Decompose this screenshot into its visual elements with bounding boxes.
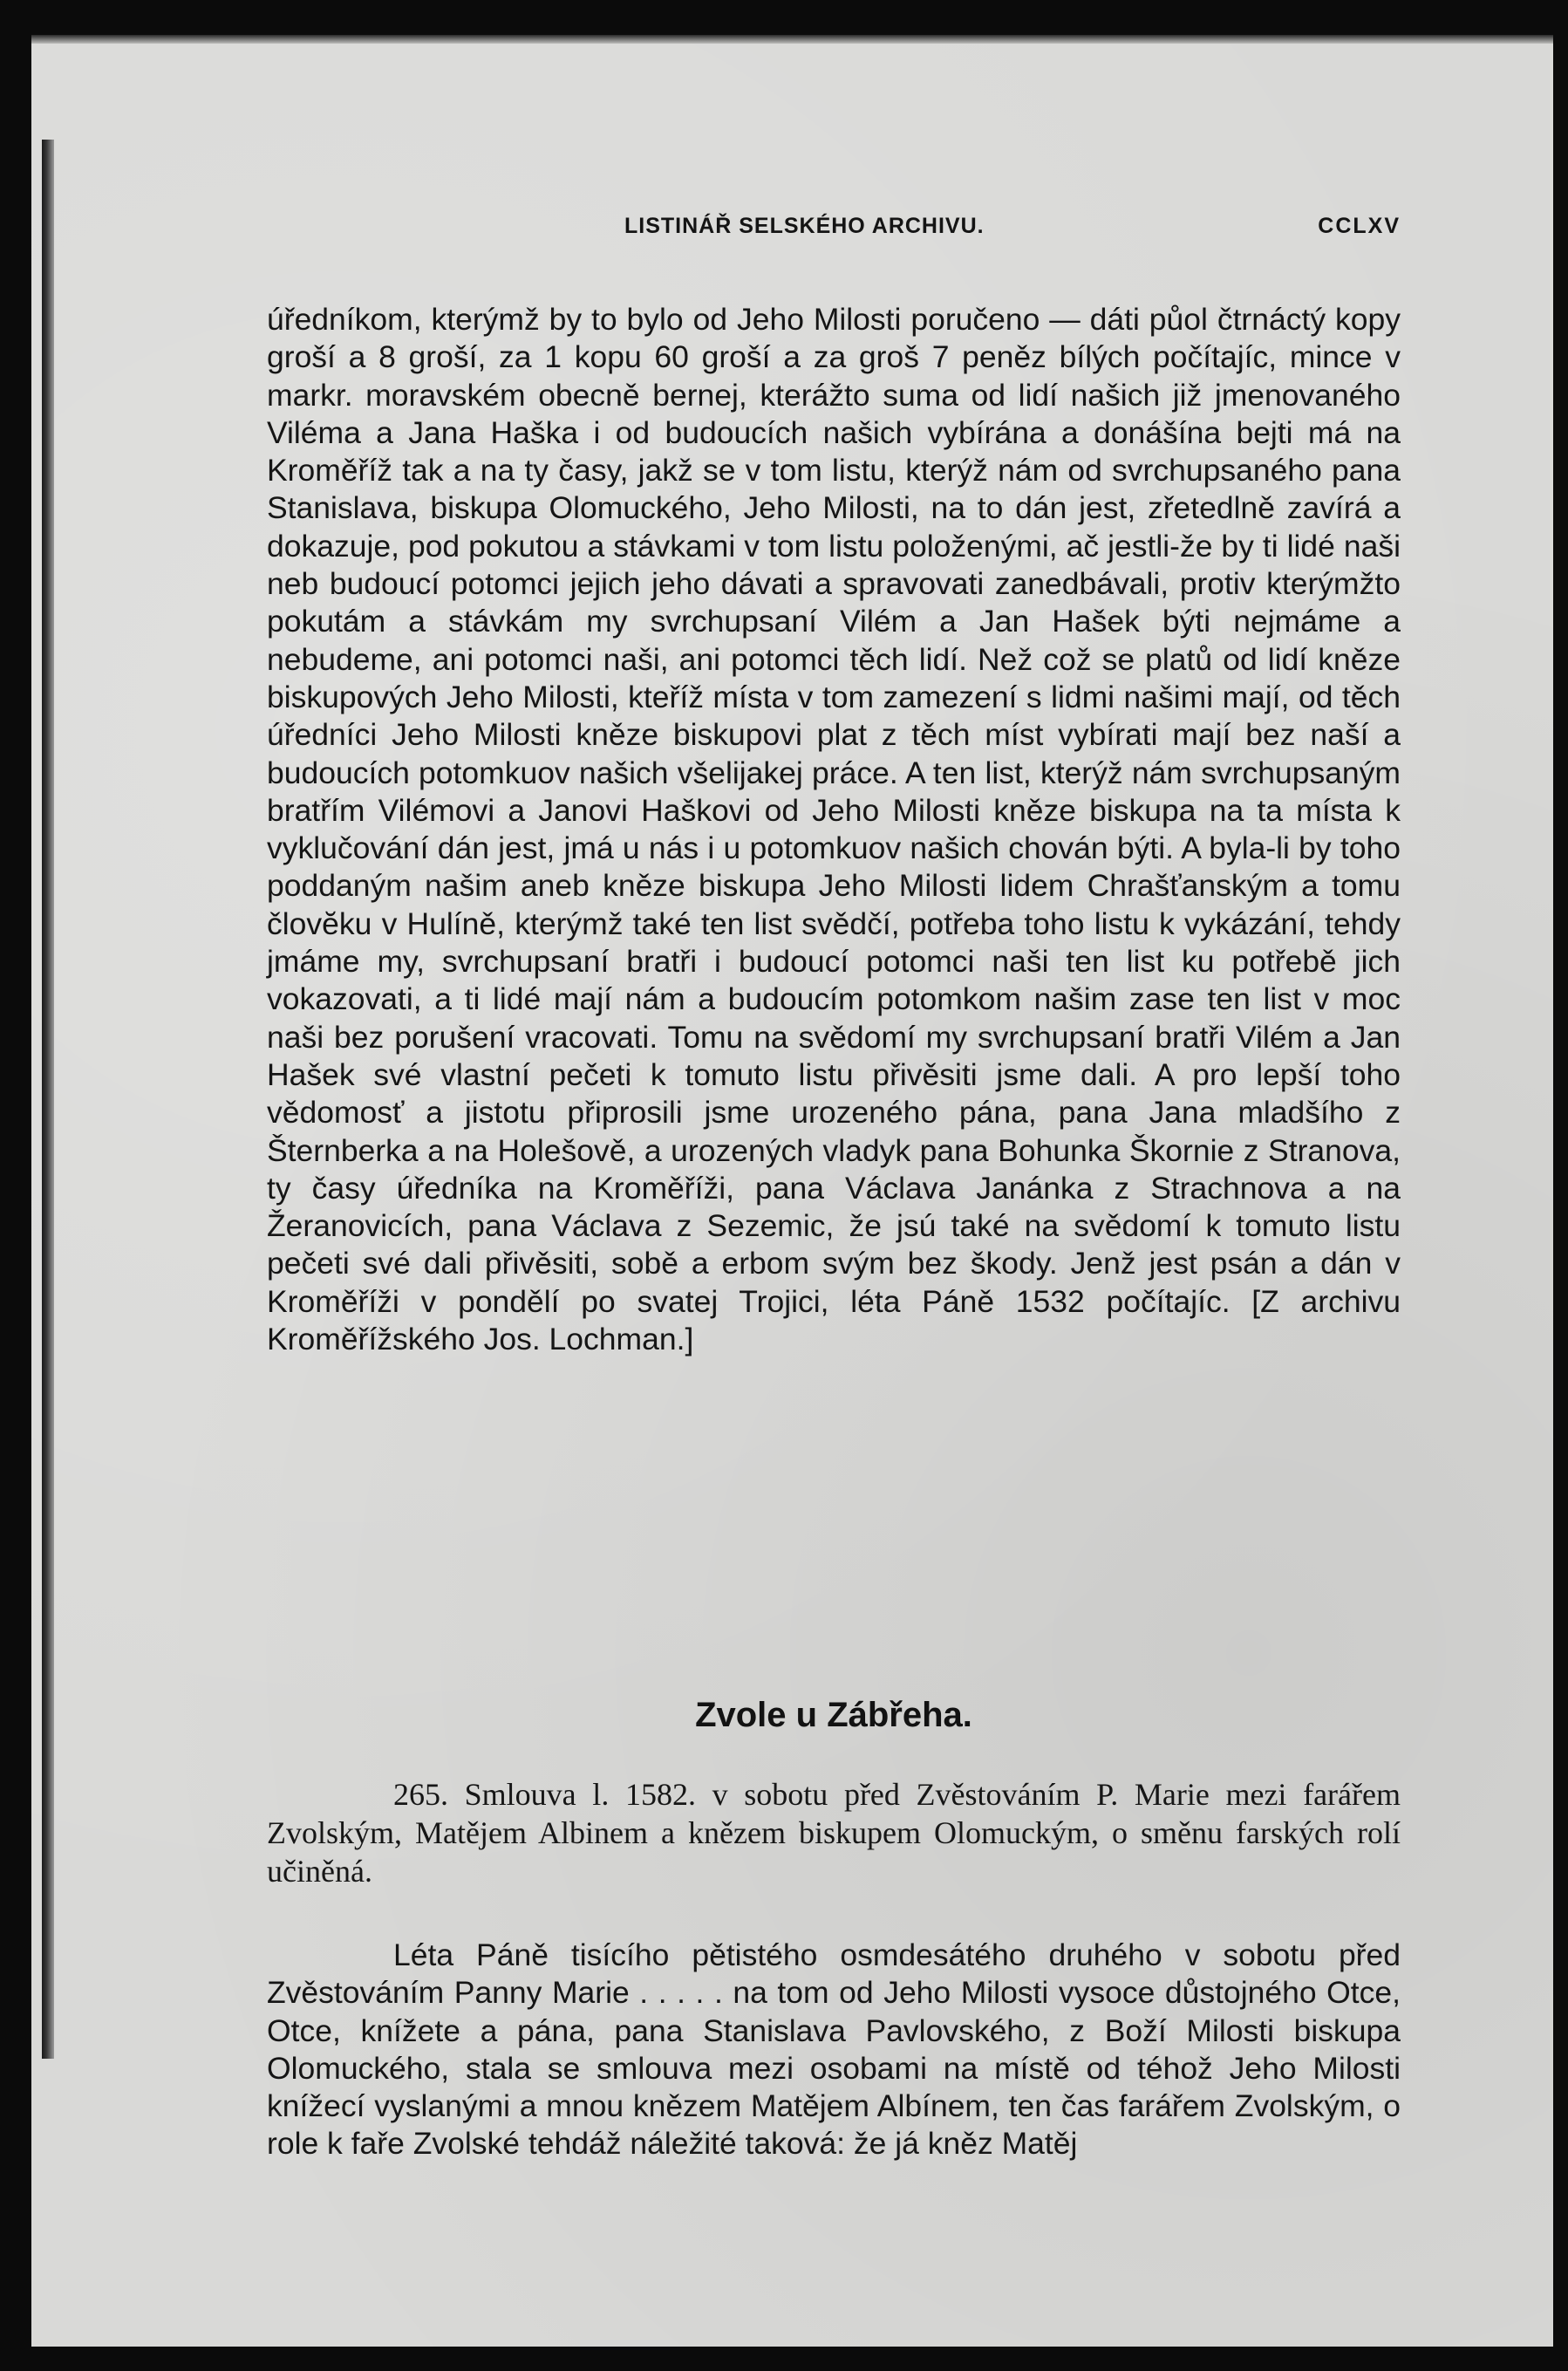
section-body: Léta Páně tisícího pětistého osmdesátého druhého v sobotu před Zvěstováním Panny Marie . . . . . na tom od Jeho Milosti vysoce důstojného Otce, Otce, knížete a pána, pana Stanislava Pavlovského, z Boží Milosti biskupa Olomuckého, stala se smlouva mezi osobami na místě od téhož Jeho Milosti knížecí vyslanými a mnou knězem Matějem Albínem, ten čas farářem Zvolským, o role k faře Zvolské tehdáž náležité taková: že já kněz Matěj	[267, 1937, 1401, 2162]
running-title: LISTINÁŘ SELSKÉHO ARCHIVU.	[624, 214, 985, 238]
document-summary: 265. Smlouva l. 1582. v sobotu před Zvěstováním P. Marie mezi farářem Zvolským, Matějem Albinem a knězem biskupem Olomuckým, o směnu farských rolí učiněná.	[267, 1777, 1401, 1889]
running-header	[293, 214, 1401, 249]
page-top-edge	[31, 35, 1553, 44]
paragraph: úředníkom, kterýmž by to bylo od Jeho Milosti poručeno — dáti půol čtrnáctý kopy groší a 8 groší, za 1 kopu 60 groší a za groš 7 peněz bílých počítajíc, mince v markr. moravském obecně bernej, kterážto suma od lidí našich již jmenovaného Viléma a Jana Haška i od budoucích našich vybírána a donášína bejti má na Kroměříž tak a na ty časy, jakž se v tom listu, kterýž nám od svrchupsaného pana Stanislava, biskupa Olomuckého, Jeho Milosti, na to dán jest, zřetedlně zavírá a dokazuje, pod pokutou a stávkami v tom listu položenými, ač jestli-že by ti lidé naši neb budoucí potomci jejich jeho dávati a spravovati zanedbávali, protiv kterýmžto pokutám a stávkám my svrchupsaní Vilém a Jan Hašek býti nejmáme a nebudeme, ani potomci naši, ani potomci těch lidí. Než což se platů od lidí kněze biskupových Jeho Milosti, kteříž místa v tom zamezení s lidmi našimi mají, od těch úředníci Jeho Milosti kněze biskupovi plat z těch míst vybírati mají bez naší a budoucích potomkuov našich všelijakej práce. A ten list, kterýž nám svrchupsaným bratřím Vilémovi a Janovi Haškovi od Jeho Milosti kněze biskupa na ta místa k vyklučování dán jest, jmá u nás i u potomkuov našich chován býti. A byla-li by toho poddaným našim aneb kněze biskupa Jeho Milosti lidem Chrašťanským a tomu človĕku v Hulíně, kterýmž také ten list svědčí, potřeba toho listu k vykázání, tehdy jmáme my, svrchupsaní bratři i budoucí potomci naši ten list ku potřebě jich vokazovati, a ti lidé mají nám a budoucím potomkom našim zase ten list v moc naši bez porušení vracovati. Tomu na svědomí my svrchupsaní bratři Vilém a Jan Hašek své vlastní pečeti k tomuto listu přivěsiti jsme dali. A pro lepší toho vědomosť a jistotu připrosili jsme urozeného pána, pana Jana mladšího z Šternberka a na Holešově, a urozených vladyk pana Bohunka Škornie z Stranova, ty časy úředníka na Kroměříži, pana Václava Janánka z Strachnova a na Žeranovicích, pana Václava z Sezemic, že jsú také na svědomí k tomuto listu pečeti své dali přivěsiti, sobě a erbom svým bez škody. Jenž jest psán a dán v Kroměříži v pondělí po svatej Trojici, léta Páně 1532 počítajíc. [Z archivu Kroměřížského Jos. Lochman.]	[267, 302, 1401, 1357]
page-folio: CCLXV	[1318, 214, 1401, 238]
scanned-page	[31, 35, 1553, 2347]
binding-gutter	[42, 140, 54, 2059]
document-body	[267, 301, 1401, 1358]
section-heading: Zvole u Zábřeha.	[695, 1696, 972, 1734]
